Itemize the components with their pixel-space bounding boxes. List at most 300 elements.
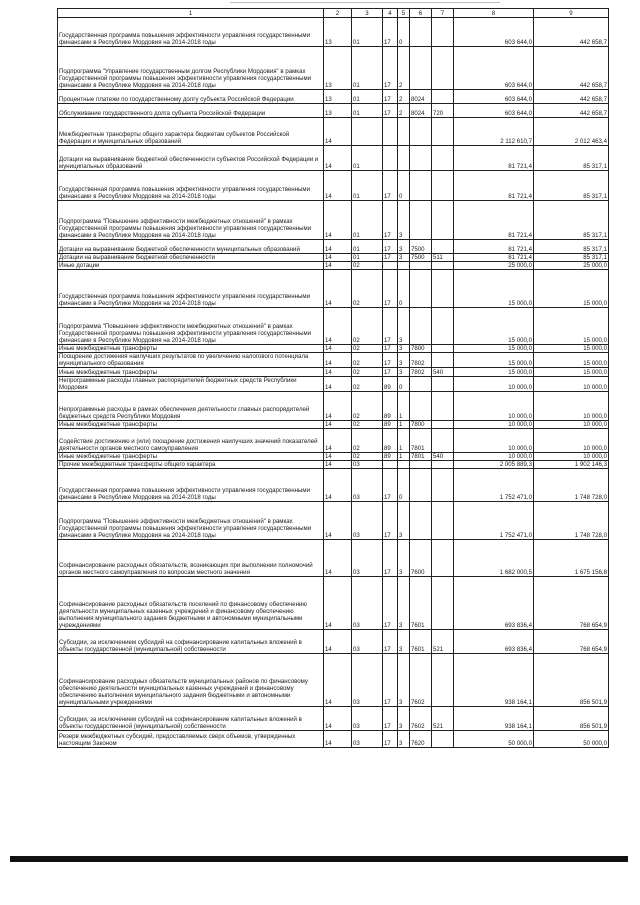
table-row bbox=[58, 540, 609, 577]
row-name-cell: Дотации на выравнивание бюджетной обеспеченности субъектов Российской Федерации и муниципальных образований bbox=[58, 146, 324, 171]
cell-col-2: 14 bbox=[324, 469, 352, 502]
cell-col-3: 03 bbox=[352, 654, 383, 707]
cell-col-7 bbox=[432, 146, 454, 171]
cell-col-7 bbox=[432, 171, 454, 201]
cell-col-6 bbox=[410, 461, 432, 469]
cell-col-6: 7800 bbox=[410, 345, 432, 353]
cell-col-8: 10 000,0 bbox=[454, 377, 534, 392]
cell-col-4: 89 bbox=[383, 377, 398, 392]
row-name-cell: Иные межбюджетные трансферты bbox=[58, 453, 324, 461]
cell-col-2: 14 bbox=[324, 254, 352, 262]
cell-col-4: 17 bbox=[383, 104, 398, 118]
cell-col-7 bbox=[432, 201, 454, 240]
column-header: 8 bbox=[454, 9, 534, 18]
column-header: 3 bbox=[352, 9, 383, 18]
cell-col-2: 14 bbox=[324, 453, 352, 461]
table-row bbox=[58, 577, 609, 630]
cell-col-7: 540 bbox=[432, 453, 454, 461]
cell-col-9: 10 000,0 bbox=[534, 453, 609, 461]
cell-col-4 bbox=[383, 146, 398, 171]
row-name-cell: Резерв межбюджетных субсидий, предоставляемых сверх объемов, утвержденных настоящим Законом bbox=[58, 731, 324, 748]
cell-col-7 bbox=[432, 345, 454, 353]
cell-col-6 bbox=[410, 146, 432, 171]
cell-col-5: 1 bbox=[398, 453, 410, 461]
cell-col-7 bbox=[432, 353, 454, 368]
cell-col-7 bbox=[432, 47, 454, 90]
cell-col-2: 14 bbox=[324, 502, 352, 540]
table-row bbox=[58, 345, 609, 353]
cell-col-8: 693 836,4 bbox=[454, 630, 534, 654]
column-header: 6 bbox=[410, 9, 432, 18]
cell-col-4 bbox=[383, 118, 398, 146]
cell-col-4: 17 bbox=[383, 308, 398, 345]
table-row bbox=[58, 453, 609, 461]
cell-col-3: 01 bbox=[352, 146, 383, 171]
cell-col-2: 14 bbox=[324, 353, 352, 368]
cell-col-8: 10 000,0 bbox=[454, 429, 534, 453]
cell-col-7: 720 bbox=[432, 104, 454, 118]
cell-col-2: 14 bbox=[324, 308, 352, 345]
row-name-cell: Субсидии, за исключением субсидий на софинансирование капитальных вложений в объекты государственной (муниципальной) собственности bbox=[58, 707, 324, 731]
cell-col-8: 10 000,0 bbox=[454, 392, 534, 421]
cell-col-2: 14 bbox=[324, 731, 352, 748]
table-row bbox=[58, 377, 609, 392]
cell-col-3: 02 bbox=[352, 421, 383, 429]
cell-col-7 bbox=[432, 461, 454, 469]
cell-col-4: 17 bbox=[383, 469, 398, 502]
cell-col-6 bbox=[410, 18, 432, 47]
cell-col-6: 7620 bbox=[410, 731, 432, 748]
table-row bbox=[58, 104, 609, 118]
cell-col-7 bbox=[432, 377, 454, 392]
cell-col-4: 17 bbox=[383, 707, 398, 731]
cell-col-9: 85 317,1 bbox=[534, 240, 609, 254]
cell-col-4: 17 bbox=[383, 18, 398, 47]
cell-col-3: 01 bbox=[352, 47, 383, 90]
cell-col-3: 02 bbox=[352, 308, 383, 345]
table-row bbox=[58, 262, 609, 270]
cell-col-3: 03 bbox=[352, 540, 383, 577]
cell-col-7: 521 bbox=[432, 707, 454, 731]
table-body bbox=[58, 18, 609, 748]
cell-col-7 bbox=[432, 90, 454, 104]
cell-col-2: 14 bbox=[324, 171, 352, 201]
column-header: 5 bbox=[398, 9, 410, 18]
cell-col-8: 81 721,4 bbox=[454, 201, 534, 240]
cell-col-9: 442 658,7 bbox=[534, 104, 609, 118]
table-row bbox=[58, 90, 609, 104]
cell-col-2: 14 bbox=[324, 377, 352, 392]
cell-col-5: 3 bbox=[398, 502, 410, 540]
cell-col-4: 17 bbox=[383, 90, 398, 104]
table-row bbox=[58, 502, 609, 540]
cell-col-8: 603 644,0 bbox=[454, 104, 534, 118]
cell-col-7 bbox=[432, 262, 454, 270]
row-name-cell: Софинансирование расходных обязательств муниципальных районов по финансовому обеспечению деятельности муниципальных казенных учреждений и финансовому обеспечению выполнения муниципального задания бюджетными и автономными муниципальными учреждениями bbox=[58, 654, 324, 707]
cell-col-9: 442 658,7 bbox=[534, 47, 609, 90]
cell-col-5: 0 bbox=[398, 18, 410, 47]
cell-col-7 bbox=[432, 577, 454, 630]
row-name-cell: Непрограммные расходы главных распорядителей бюджетных средств Республики Мордовия bbox=[58, 377, 324, 392]
cell-col-2: 14 bbox=[324, 345, 352, 353]
row-name-cell: Обслуживание государственного долга субъекта Российской Федерации bbox=[58, 104, 324, 118]
cell-col-9: 10 000,0 bbox=[534, 429, 609, 453]
row-name-cell: Поощрение достижения наилучших результатов по увеличению налогового потенциала муниципального образования bbox=[58, 353, 324, 368]
cell-col-8: 1 752 471,0 bbox=[454, 469, 534, 502]
cell-col-5: 3 bbox=[398, 353, 410, 368]
cell-col-2: 14 bbox=[324, 392, 352, 421]
cell-col-4: 89 bbox=[383, 429, 398, 453]
cell-col-6: 7801 bbox=[410, 429, 432, 453]
cell-col-3: 02 bbox=[352, 270, 383, 308]
row-name-cell: Подпрограмма "Повышение эффективности межбюджетных отношений" в рамках Государственной программы повышения эффективности управления государственными финансами в Республике Мордовия на 2014-2018 годы bbox=[58, 308, 324, 345]
cell-col-8: 81 721,4 bbox=[454, 171, 534, 201]
cell-col-4: 17 bbox=[383, 254, 398, 262]
row-name-cell: Межбюджетные трансферты общего характера бюджетам субъектов Российской Федерации и муниципальных образований bbox=[58, 118, 324, 146]
row-name-cell: Иные межбюджетные трансферты bbox=[58, 345, 324, 353]
cell-col-2: 14 bbox=[324, 146, 352, 171]
row-name-cell: Государственная программа повышения эффективности управления государственными финансами в Республике Мордовия на 2014-2018 годы bbox=[58, 18, 324, 47]
cell-col-4: 17 bbox=[383, 270, 398, 308]
cell-col-3: 01 bbox=[352, 104, 383, 118]
cell-col-6: 7601 bbox=[410, 577, 432, 630]
cell-col-6: 7801 bbox=[410, 453, 432, 461]
cell-col-5 bbox=[398, 146, 410, 171]
cell-col-5: 3 bbox=[398, 368, 410, 377]
column-header: 2 bbox=[324, 9, 352, 18]
cell-col-6 bbox=[410, 262, 432, 270]
cell-col-5 bbox=[398, 461, 410, 469]
cell-col-4: 17 bbox=[383, 345, 398, 353]
cell-col-3: 02 bbox=[352, 368, 383, 377]
cell-col-4: 17 bbox=[383, 577, 398, 630]
cell-col-9: 15 000,0 bbox=[534, 308, 609, 345]
cell-col-8: 603 644,0 bbox=[454, 47, 534, 90]
cell-col-3: 03 bbox=[352, 502, 383, 540]
cell-col-6 bbox=[410, 377, 432, 392]
cell-col-6: 7500 bbox=[410, 254, 432, 262]
cell-col-7 bbox=[432, 429, 454, 453]
cell-col-4: 89 bbox=[383, 421, 398, 429]
cell-col-9: 15 000,0 bbox=[534, 270, 609, 308]
cell-col-9: 2 012 463,4 bbox=[534, 118, 609, 146]
table-row bbox=[58, 461, 609, 469]
row-name-cell: Иные дотации bbox=[58, 262, 324, 270]
cell-col-8: 15 000,0 bbox=[454, 353, 534, 368]
cell-col-8: 938 164,1 bbox=[454, 654, 534, 707]
cell-col-5: 1 bbox=[398, 392, 410, 421]
cell-col-8: 81 721,4 bbox=[454, 254, 534, 262]
cell-col-4: 17 bbox=[383, 368, 398, 377]
cell-col-6 bbox=[410, 171, 432, 201]
cell-col-9: 1 675 156,8 bbox=[534, 540, 609, 577]
cell-col-2: 14 bbox=[324, 429, 352, 453]
table-row bbox=[58, 353, 609, 368]
cell-col-6 bbox=[410, 118, 432, 146]
row-name-cell: Субсидии, за исключением субсидий на софинансирование капитальных вложений в объекты государственной (муниципальной) собственности bbox=[58, 630, 324, 654]
cell-col-7: 540 bbox=[432, 368, 454, 377]
cell-col-4: 17 bbox=[383, 654, 398, 707]
row-name-cell: Прочие межбюджетные трансферты общего характера bbox=[58, 461, 324, 469]
cell-col-7 bbox=[432, 118, 454, 146]
cell-col-9: 50 000,0 bbox=[534, 731, 609, 748]
cell-col-3: 03 bbox=[352, 630, 383, 654]
cell-col-8: 81 721,4 bbox=[454, 146, 534, 171]
row-name-cell: Государственная программа повышения эффективности управления государственными финансами в Республике Мордовия на 2014-2018 годы bbox=[58, 270, 324, 308]
cell-col-5: 3 bbox=[398, 254, 410, 262]
cell-col-2: 14 bbox=[324, 270, 352, 308]
table-row bbox=[58, 421, 609, 429]
cell-col-9: 442 658,7 bbox=[534, 90, 609, 104]
cell-col-3: 03 bbox=[352, 577, 383, 630]
column-header: 7 bbox=[432, 9, 454, 18]
cell-col-6: 7602 bbox=[410, 707, 432, 731]
cell-col-4: 17 bbox=[383, 540, 398, 577]
cell-col-2: 14 bbox=[324, 118, 352, 146]
table-row bbox=[58, 707, 609, 731]
cell-col-7 bbox=[432, 654, 454, 707]
cell-col-2: 14 bbox=[324, 654, 352, 707]
scan-artifact-line bbox=[230, 2, 500, 3]
row-name-cell: Государственная программа повышения эффективности управления государственными финансами в Республике Мордовия на 2014-2018 годы bbox=[58, 171, 324, 201]
cell-col-2: 14 bbox=[324, 262, 352, 270]
cell-col-5: 3 bbox=[398, 654, 410, 707]
cell-col-6 bbox=[410, 469, 432, 502]
cell-col-9: 85 317,1 bbox=[534, 171, 609, 201]
scan-bottom-edge bbox=[10, 856, 628, 862]
table-row bbox=[58, 270, 609, 308]
cell-col-8: 15 000,0 bbox=[454, 368, 534, 377]
cell-col-2: 13 bbox=[324, 104, 352, 118]
cell-col-9: 10 000,0 bbox=[534, 421, 609, 429]
column-header: 9 bbox=[534, 9, 609, 18]
cell-col-8: 25 000,0 bbox=[454, 262, 534, 270]
table-row bbox=[58, 368, 609, 377]
cell-col-3: 01 bbox=[352, 254, 383, 262]
cell-col-8: 603 644,0 bbox=[454, 18, 534, 47]
cell-col-5: 3 bbox=[398, 731, 410, 748]
table-row bbox=[58, 654, 609, 707]
cell-col-4: 17 bbox=[383, 171, 398, 201]
cell-col-3 bbox=[352, 118, 383, 146]
row-name-cell: Подпрограмма "Управление государственным долгом Республики Мордовия" в рамках Государственной программы повышения эффективности управления государственными финансами в Республике Мордовия на 2014-2018 годы bbox=[58, 47, 324, 90]
row-name-cell: Подпрограмма "Повышение эффективности межбюджетных отношений" в рамках Государственной программы повышения эффективности управления государственными финансами в Республике Мордовия на 2014-2018 годы bbox=[58, 502, 324, 540]
cell-col-2: 14 bbox=[324, 707, 352, 731]
cell-col-5: 3 bbox=[398, 240, 410, 254]
cell-col-9: 25 000,0 bbox=[534, 262, 609, 270]
table-row bbox=[58, 392, 609, 421]
row-name-cell: Дотации на выравнивание бюджетной обеспеченности bbox=[58, 254, 324, 262]
table-row bbox=[58, 254, 609, 262]
cell-col-4: 17 bbox=[383, 240, 398, 254]
cell-col-5: 2 bbox=[398, 104, 410, 118]
cell-col-7: 511 bbox=[432, 254, 454, 262]
row-name-cell: Содействие достижению и (или) поощрение достижения наилучших значений показателей деятельности органов местного самоуправления bbox=[58, 429, 324, 453]
cell-col-9: 10 000,0 bbox=[534, 392, 609, 421]
cell-col-7 bbox=[432, 392, 454, 421]
cell-col-7 bbox=[432, 540, 454, 577]
cell-col-5: 0 bbox=[398, 377, 410, 392]
row-name-cell: Иные межбюджетные трансферты bbox=[58, 421, 324, 429]
cell-col-9: 15 000,0 bbox=[534, 353, 609, 368]
cell-col-3: 02 bbox=[352, 453, 383, 461]
row-name-cell: Дотации на выравнивание бюджетной обеспеченности муниципальных образований bbox=[58, 240, 324, 254]
cell-col-7 bbox=[432, 421, 454, 429]
cell-col-9: 15 000,0 bbox=[534, 345, 609, 353]
table-row bbox=[58, 118, 609, 146]
cell-col-8: 1 682 000,5 bbox=[454, 540, 534, 577]
cell-col-4 bbox=[383, 461, 398, 469]
cell-col-9: 856 501,9 bbox=[534, 707, 609, 731]
cell-col-9: 1 902 146,3 bbox=[534, 461, 609, 469]
cell-col-7 bbox=[432, 731, 454, 748]
cell-col-3: 01 bbox=[352, 90, 383, 104]
cell-col-5: 3 bbox=[398, 577, 410, 630]
cell-col-8: 10 000,0 bbox=[454, 453, 534, 461]
cell-col-9: 15 000,0 bbox=[534, 368, 609, 377]
cell-col-6 bbox=[410, 201, 432, 240]
row-name-cell: Иные межбюджетные трансферты bbox=[58, 368, 324, 377]
cell-col-6 bbox=[410, 270, 432, 308]
column-header: 4 bbox=[383, 9, 398, 18]
cell-col-6: 7802 bbox=[410, 368, 432, 377]
table-header-row bbox=[58, 9, 609, 18]
row-name-cell: Непрограммные расходы в рамках обеспечения деятельности главных распорядителей бюджетных средств Республики Мордовия bbox=[58, 392, 324, 421]
cell-col-3: 02 bbox=[352, 353, 383, 368]
cell-col-5: 1 bbox=[398, 421, 410, 429]
column-header: 1 bbox=[58, 9, 324, 18]
cell-col-8: 50 000,0 bbox=[454, 731, 534, 748]
cell-col-6: 7802 bbox=[410, 353, 432, 368]
cell-col-3: 03 bbox=[352, 707, 383, 731]
cell-col-4: 17 bbox=[383, 47, 398, 90]
cell-col-5: 0 bbox=[398, 469, 410, 502]
cell-col-9: 85 317,1 bbox=[534, 146, 609, 171]
cell-col-6: 7800 bbox=[410, 421, 432, 429]
cell-col-9: 1 748 728,0 bbox=[534, 502, 609, 540]
cell-col-3: 03 bbox=[352, 469, 383, 502]
cell-col-2: 14 bbox=[324, 421, 352, 429]
cell-col-3: 02 bbox=[352, 392, 383, 421]
cell-col-5: 2 bbox=[398, 47, 410, 90]
cell-col-8: 15 000,0 bbox=[454, 345, 534, 353]
table-row bbox=[58, 240, 609, 254]
cell-col-2: 14 bbox=[324, 577, 352, 630]
cell-col-8: 693 836,4 bbox=[454, 577, 534, 630]
cell-col-5: 0 bbox=[398, 171, 410, 201]
cell-col-4: 89 bbox=[383, 453, 398, 461]
cell-col-3: 01 bbox=[352, 18, 383, 47]
cell-col-9: 85 317,1 bbox=[534, 254, 609, 262]
cell-col-6: 8024 bbox=[410, 104, 432, 118]
cell-col-4: 17 bbox=[383, 353, 398, 368]
table-row bbox=[58, 47, 609, 90]
row-name-cell: Софинансирование расходных обязательств, возникающих при выполнении полномочий органов местного самоуправления по вопросам местного значения bbox=[58, 540, 324, 577]
table-row bbox=[58, 429, 609, 453]
cell-col-4: 17 bbox=[383, 502, 398, 540]
cell-col-7 bbox=[432, 270, 454, 308]
cell-col-6: 8024 bbox=[410, 90, 432, 104]
cell-col-6: 7601 bbox=[410, 630, 432, 654]
cell-col-9: 856 501,9 bbox=[534, 654, 609, 707]
cell-col-9: 768 654,9 bbox=[534, 630, 609, 654]
cell-col-2: 14 bbox=[324, 540, 352, 577]
cell-col-8: 2 005 889,3 bbox=[454, 461, 534, 469]
cell-col-3: 01 bbox=[352, 171, 383, 201]
cell-col-5: 1 bbox=[398, 429, 410, 453]
cell-col-2: 13 bbox=[324, 47, 352, 90]
table-row bbox=[58, 201, 609, 240]
cell-col-3: 03 bbox=[352, 731, 383, 748]
cell-col-8: 1 752 471,0 bbox=[454, 502, 534, 540]
cell-col-4: 17 bbox=[383, 201, 398, 240]
table-row bbox=[58, 469, 609, 502]
cell-col-3: 01 bbox=[352, 201, 383, 240]
cell-col-7 bbox=[432, 240, 454, 254]
cell-col-7: 521 bbox=[432, 630, 454, 654]
cell-col-4 bbox=[383, 262, 398, 270]
cell-col-2: 14 bbox=[324, 240, 352, 254]
cell-col-9: 768 654,9 bbox=[534, 577, 609, 630]
cell-col-8: 81 721,4 bbox=[454, 240, 534, 254]
row-name-cell: Государственная программа повышения эффективности управления государственными финансами в Республике Мордовия на 2014-2018 годы bbox=[58, 469, 324, 502]
cell-col-2: 14 bbox=[324, 630, 352, 654]
cell-col-2: 14 bbox=[324, 201, 352, 240]
cell-col-3: 02 bbox=[352, 262, 383, 270]
cell-col-5: 0 bbox=[398, 270, 410, 308]
cell-col-5 bbox=[398, 262, 410, 270]
cell-col-5: 3 bbox=[398, 540, 410, 577]
cell-col-6: 7602 bbox=[410, 654, 432, 707]
table-row bbox=[58, 630, 609, 654]
cell-col-8: 10 000,0 bbox=[454, 421, 534, 429]
cell-col-9: 442 658,7 bbox=[534, 18, 609, 47]
table-row bbox=[58, 18, 609, 47]
cell-col-3: 02 bbox=[352, 345, 383, 353]
cell-col-2: 14 bbox=[324, 368, 352, 377]
cell-col-4: 17 bbox=[383, 731, 398, 748]
cell-col-5: 3 bbox=[398, 201, 410, 240]
cell-col-3: 03 bbox=[352, 461, 383, 469]
cell-col-9: 1 748 728,0 bbox=[534, 469, 609, 502]
cell-col-6 bbox=[410, 308, 432, 345]
cell-col-4: 17 bbox=[383, 630, 398, 654]
budget-table bbox=[57, 8, 609, 748]
cell-col-6: 7600 bbox=[410, 540, 432, 577]
cell-col-7 bbox=[432, 469, 454, 502]
table-row bbox=[58, 146, 609, 171]
cell-col-3: 01 bbox=[352, 240, 383, 254]
table-row bbox=[58, 308, 609, 345]
cell-col-3: 02 bbox=[352, 429, 383, 453]
cell-col-7 bbox=[432, 308, 454, 345]
cell-col-6 bbox=[410, 392, 432, 421]
cell-col-9: 85 317,1 bbox=[534, 201, 609, 240]
cell-col-2: 14 bbox=[324, 461, 352, 469]
row-name-cell: Софинансирование расходных обязательств поселений по финансовому обеспечению деятельности муниципальных казенных учреждений и финансовому обеспечению выполнения муниципального задания бюджетными и автономными муниципальными учреждениями bbox=[58, 577, 324, 630]
cell-col-2: 13 bbox=[324, 90, 352, 104]
cell-col-8: 2 112 610,7 bbox=[454, 118, 534, 146]
table-row bbox=[58, 731, 609, 748]
cell-col-8: 938 164,1 bbox=[454, 707, 534, 731]
cell-col-5: 3 bbox=[398, 630, 410, 654]
cell-col-7 bbox=[432, 18, 454, 47]
cell-col-6: 7500 bbox=[410, 240, 432, 254]
cell-col-5 bbox=[398, 118, 410, 146]
cell-col-9: 10 000,0 bbox=[534, 377, 609, 392]
cell-col-5: 3 bbox=[398, 707, 410, 731]
cell-col-2: 13 bbox=[324, 18, 352, 47]
